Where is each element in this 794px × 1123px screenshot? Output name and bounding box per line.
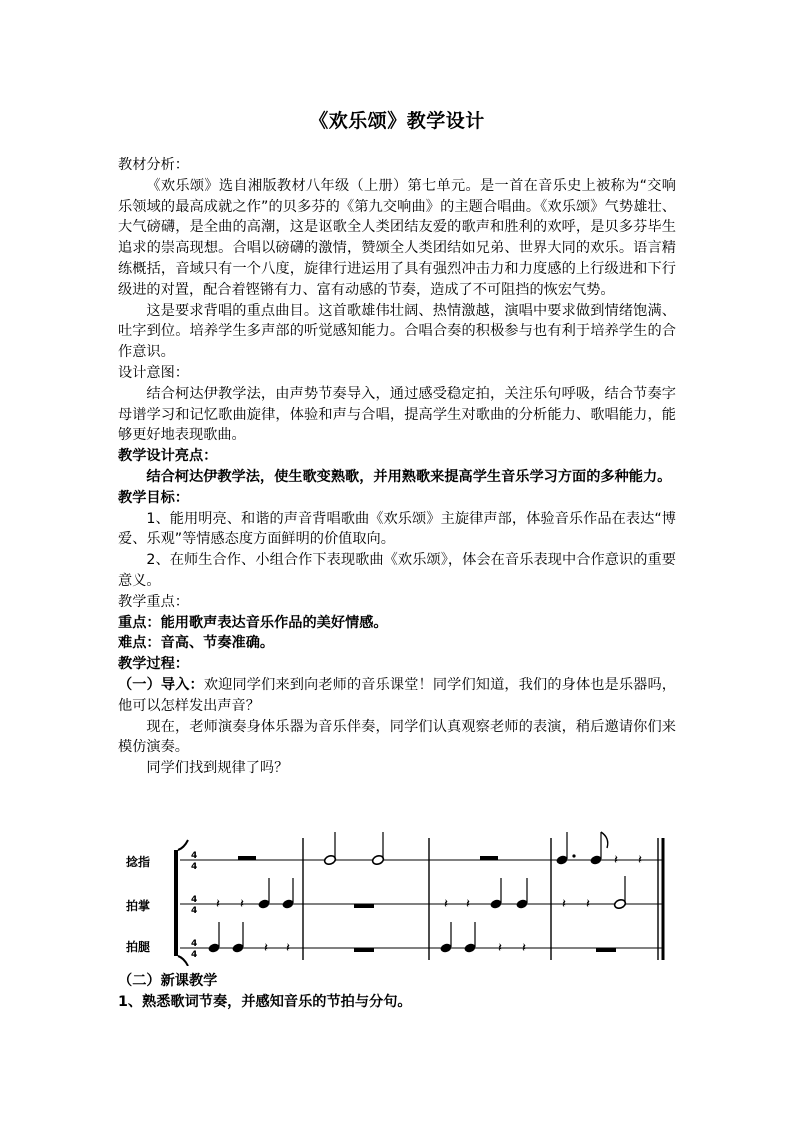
analysis-paragraph-1: 《欢乐颂》选自湘版教材八年级（上册）第七单元。是一首在音乐史上被称为“交响乐领域的最高成就之作”的贝多芬的《第九交响曲》的主题合唱曲。《欢乐颂》气势雄壮、大气磅礴，是全曲的高潮，这是讴歌全人类团结友爱的歌声和胜利的欢呼，是贝多芬毕生追求的崇高现想。合唱以磅礴的激情，赞颂全人类团结如兄弟、世界大同的欢乐。语言精练概括，音域只有一个八度，旋律行进运用了具有强烈冲击力和力度感的上行级进和下行级进的对置，配合着铿锵有力、富有动感的节奏，造成了不可阻挡的恢宏气势。 <box>118 177 676 298</box>
quarter-rest: 𝄽 <box>264 941 268 956</box>
system-bracket <box>174 840 188 966</box>
quarter-rest: 𝄽 <box>466 897 470 912</box>
goal-2: 2、在师生合作、小组合作下表现歌曲《欢乐颂》，体会在音乐表现中合作意识的重要意义。 <box>118 552 676 589</box>
quarter-note <box>257 878 270 910</box>
goal-1: 1、能用明亮、和谐的声音背唱歌曲《欢乐颂》主旋律声部，体验音乐作品在表达“博爱、乐观”等情感态度方面鲜明的价值取向。 <box>118 510 676 548</box>
quarter-note <box>439 922 452 954</box>
svg-text:4: 4 <box>191 895 198 905</box>
half-note <box>371 832 384 866</box>
quarter-rest: 𝄽 <box>286 941 290 956</box>
intro-label: （一）导入： <box>118 676 204 693</box>
quarter-rest: 𝄽 <box>614 853 618 868</box>
intro-text: 欢迎同学们来到向老师的音乐课堂！同学们知道，我们的身体也是乐器吗，他可以怎样发出声音？ <box>118 676 676 714</box>
new-lesson-item-1: 1、熟悉歌词节奏，并感知音乐的节拍与分句。 <box>118 994 412 1010</box>
dotted-quarter-note <box>555 832 575 866</box>
quarter-note <box>231 922 244 954</box>
half-rest <box>238 856 256 860</box>
intro-paragraph <box>118 675 676 717</box>
quarter-rest: 𝄽 <box>562 897 566 912</box>
quarter-note <box>515 878 528 910</box>
quarter-rest: 𝄽 <box>444 897 448 912</box>
process-heading: 教学过程： <box>118 656 189 673</box>
quarter-note <box>207 922 220 954</box>
difficulty: 难点：音高、节奏准确。 <box>118 635 275 652</box>
intro-paragraph-2: 现在，老师演奏身体乐器为音乐伴奏，同学们认真观察老师的表演，稍后邀请你们来模仿演奏。 <box>118 718 676 756</box>
quarter-note <box>281 878 294 910</box>
intent-paragraph: 结合柯达伊教学法，由声势节奏导入，通过感受稳定拍，关注乐句呼吸，结合节奏字母谱学习和记忆歌曲旋律，体验和声与合唱，提高学生对歌曲的分析能力、歌唱能力，能够更好地表现歌曲。 <box>118 385 676 444</box>
quarter-rest: 𝄽 <box>586 897 590 912</box>
whole-rest <box>354 948 374 952</box>
document-title: 《欢乐颂》教学设计 <box>309 110 485 132</box>
staff-lines <box>180 860 664 948</box>
analysis-paragraph-2: 这是要求背唱的重点曲目。这首歌雄伟壮阔、热情激越，演唱中要求做到情绪饱满、吐字到位。培养学生多声部的听觉感知能力。合唱合奏的积极参与也有利于培养学生的合作意识。 <box>118 302 676 361</box>
intro-paragraph-3: 同学们找到规律了吗？ <box>146 760 289 777</box>
svg-text:4: 4 <box>191 906 198 916</box>
part-1-notes <box>238 832 642 868</box>
analysis-heading: 教材分析： <box>118 157 189 173</box>
half-note <box>323 832 336 866</box>
half-rest <box>480 856 498 860</box>
highlight-paragraph: 结合柯达伊教学法，使生歌变熟歌，并用熟歌来提高学生音乐学习方面的多种能力。 <box>146 468 672 485</box>
quarter-rest: 𝄽 <box>240 897 244 912</box>
svg-text:4: 4 <box>191 862 198 872</box>
intent-heading: 设计意图： <box>118 364 189 381</box>
part-label-1: 捻指 <box>126 855 151 869</box>
eighth-note <box>589 832 607 866</box>
quarter-rest: 𝄽 <box>498 941 502 956</box>
rhythm-score <box>118 826 678 966</box>
quarter-rest: 𝄽 <box>638 853 642 868</box>
quarter-rest: 𝄽 <box>522 941 526 956</box>
whole-rest <box>596 948 616 952</box>
key-point: 重点：能用歌声表达音乐作品的美好情感。 <box>118 614 388 631</box>
part-label-2: 拍掌 <box>126 899 151 913</box>
whole-rest <box>354 904 374 908</box>
time-signatures <box>191 851 197 960</box>
highlight-heading: 教学设计亮点： <box>118 448 218 465</box>
quarter-rest: 𝄽 <box>216 897 220 912</box>
part-3-notes <box>207 922 616 956</box>
half-note <box>613 876 626 910</box>
svg-text:4: 4 <box>191 939 198 949</box>
svg-text:4: 4 <box>191 950 198 960</box>
part-2-notes <box>216 876 627 912</box>
quarter-note <box>489 878 502 910</box>
part-label-3: 拍腿 <box>126 940 151 954</box>
svg-text:4: 4 <box>191 851 198 861</box>
goals-heading: 教学目标： <box>118 489 189 506</box>
document-body <box>118 155 676 779</box>
new-lesson-heading: （二）新课教学 <box>118 973 218 989</box>
new-lesson-section <box>118 971 676 1013</box>
quarter-note <box>463 922 476 954</box>
key-heading: 教学重点： <box>118 593 189 610</box>
